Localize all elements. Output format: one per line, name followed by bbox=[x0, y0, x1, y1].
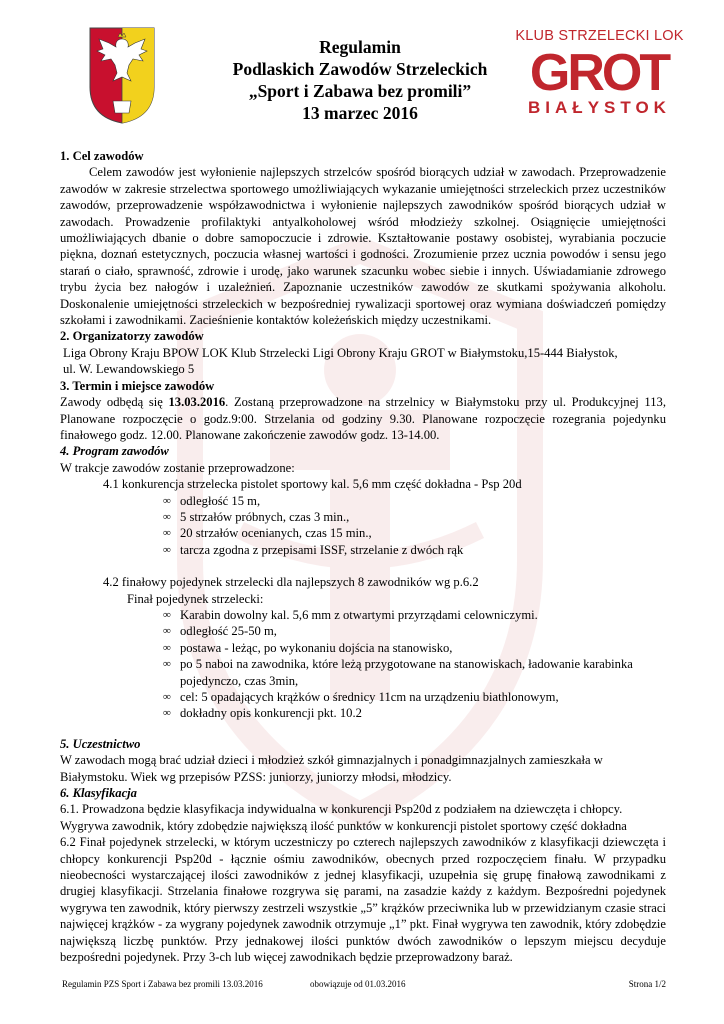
section-text: W trakcje zawodów zostanie przeprowadzone: bbox=[60, 460, 295, 475]
footer-doc-name: Regulamin PZS Sport i Zabawa bez promili 13.03.2016 bbox=[62, 979, 263, 989]
event-date: 13.03.2016 bbox=[168, 395, 226, 410]
bialystok-coat-of-arms-icon bbox=[87, 25, 157, 125]
document-body bbox=[60, 148, 666, 966]
section-text: W zawodach mogą brać udział dzieci i młodzież szkół gimnazjalnych i ponadgimnazjalnych zamieszkała w Białymstoku. Wiek wg przepisów PZSS: juniorzy, juniorzy młodsi, młodzicy. bbox=[60, 753, 603, 784]
footer-valid-from: obowiązuje od 01.03.2016 bbox=[310, 979, 406, 989]
list-item: ∞ tarcza zgodna z przepisami ISSF, strzelanie z dwóch rąk bbox=[163, 542, 666, 558]
logo-grot-text: GROT bbox=[529, 46, 669, 96]
section-text: ul. W. Lewandowskiego 5 bbox=[63, 362, 195, 377]
section-heading: 2. Organizatorzy zawodów bbox=[60, 329, 204, 344]
text-part: . Zostaną przeprowadzone na strzelnicy w Białymstoku przy ul. Produkcyjnej 113, Planowane rozpoczęcie o godz.9:00. Strzelania od godziny 9.30. Planowane rozpoczęcie rozegrania pojedynku finałowego godz. 12.00. Planowane zakończenie zawodów godz. 13-14.00. bbox=[60, 395, 666, 442]
logo-grot-wordmark bbox=[518, 46, 680, 96]
list-item: ∞ 20 strzałów ocenianych, czas 15 min., bbox=[163, 525, 666, 541]
spacer bbox=[60, 722, 666, 736]
title-line: Podlaskich Zawodów Strzeleckich bbox=[232, 59, 488, 79]
logo-city: BIAŁYSTOK bbox=[528, 98, 671, 117]
section-text bbox=[60, 394, 666, 443]
text-part: Zawody odbędą się bbox=[60, 395, 169, 410]
bullet-list bbox=[60, 493, 666, 559]
section-heading: 3. Termin i miejsce zawodów bbox=[60, 378, 215, 393]
list-item: ∞ 5 strzałów próbnych, czas 3 min., bbox=[163, 509, 666, 525]
section-heading: 6. Klasyfikacja bbox=[60, 786, 137, 801]
subsection-heading: 4.1 konkurencja strzelecka pistolet sportowy kal. 5,6 mm część dokładna - Psp 20d bbox=[103, 477, 522, 492]
subsection-text: Finał pojedynek strzelecki: bbox=[127, 591, 264, 606]
bullet-list bbox=[60, 607, 666, 722]
section-text: 6.1. Prowadzona będzie klasyfikacja indywidualna w konkurencji Psp20d z podziałem na dziewczęta i chłopcy. Wygrywa zawodnik, który zdobędzie największą ilość punktów w konkurencji pistolet sportowy część dokładna bbox=[60, 802, 627, 833]
title-line: Regulamin bbox=[319, 37, 401, 57]
list-item: ∞ postawa - leżąc, po wykonaniu dojścia na stanowisko, bbox=[163, 640, 666, 656]
list-item: ∞ odległość 25-50 m, bbox=[163, 623, 666, 639]
list-item: ∞ po 5 naboi na zawodnika, które leżą przygotowane na stanowiskach, ładowanie karabinka pojedynczo, czas 3min, bbox=[163, 656, 666, 689]
logo-club-name: KLUB STRZELECKI LOK bbox=[515, 28, 684, 44]
footer-page-number: Strona 1/2 bbox=[628, 979, 666, 989]
section-heading: 4. Program zawodów bbox=[60, 444, 169, 459]
section-text: Celem zawodów jest wyłonienie najlepszych strzelców spośród biorących udział w zawodach. Przeprowadzenie zawodów w zakresie strzelectwa sportowego umożliwiających wykazanie umiejętności strzeleckich przez uczestników zawodów, przeprowadzenie współzawodnictwa i wyłonienie najlepszych zawodników spośród biorących udział w zawodach. Prowadzenie profilaktyki antyalkoholowej wśród młodzieży szkolnej. Osiągnięcie umiejętności umożliwiających dbanie o dobre samopoczucie i zdrowie. Kształtowanie postawy osobistej, wyrabiania poczucie piękna, doznań estetycznych, poczucia własnej wartości i godności. Zrozumienie przez ucznia powodów i sensu jego starań o ciało, sprawność, zdrowie i urodę, jako warunek szacunku wobec siebie i innych. Uświadamianie zdrowego trybu życia bez nałogów i uzależnień. Zapoznanie uczestników zawodów ze skutkami spożywania alkoholu. Doskonalenie umiejętności strzeleckich w bezpośredniej rywalizacji sportowej oraz wymiana doświadczeń pomiędzy szkołami i zawodnikami. Zacieśnienie kontaktów koleżeńskich między uczestnikami. bbox=[60, 165, 666, 328]
list-item: ∞ Karabin dowolny kal. 5,6 mm z otwartymi przyrządami celowniczymi. bbox=[163, 607, 666, 623]
section-heading: 1. Cel zawodów bbox=[60, 149, 144, 163]
spacer bbox=[60, 558, 666, 574]
title-line: „Sport i Zabawa bez promili” bbox=[248, 81, 472, 101]
title-line: 13 marzec 2016 bbox=[302, 103, 418, 123]
subsection-heading: 4.2 finałowy pojedynek strzelecki dla najlepszych 8 zawodników wg p.6.2 bbox=[103, 575, 479, 590]
section-text: 6.2 Finał pojedynek strzelecki, w którym uczestniczy po czterech najlepszych zawodników z klasyfikacji dziewczęta i chłopcy konkurencji Psp20d - łącznie ośmiu zawodników, obecnych przed rozpoczęciem finału. W przypadku nieobecności wystarczającej ilości zawodników z jednej klasyfikacji, uzupełnia się grupę finałową zawodnikami z drugiej klasyfikacji. Strzelania finałowe rozgrywa się parami, na zasadzie każdy z każdym. Bezpośredni pojedynek wygrywa ten zawodnik, który pierwszy zestrzeli wszystkie „5” krążków przeciwnika lub w przewidzianym czasie straci najwięcej krążków - za wygrany pojedynek zawodnik otrzymuje „1” pkt. Finał wygrywa ten zawodnik, który zdobędzie największą liczbę punktów. Przy jednakowej ilości punktów dwóch zawodników o lepszym miejscu decyduje bezpośredni pojedynek. Przy 3-ch lub więcej zawodnikach będzie przeprowadzony baraż. bbox=[60, 835, 666, 965]
document-title bbox=[200, 36, 520, 124]
section-text: Liga Obrony Kraju BPOW LOK Klub Strzelecki Ligi Obrony Kraju GROT w Białymstoku,15-444 Białystok, bbox=[63, 345, 618, 360]
section-heading: 5. Uczestnictwo bbox=[60, 736, 141, 751]
list-item: ∞ dokładny opis konkurencji pkt. 10.2 bbox=[163, 705, 666, 721]
grot-club-logo bbox=[512, 28, 687, 128]
list-item: ∞ cel: 5 opadających krążków o średnicy 11cm na urządzeniu biathlonowym, bbox=[163, 689, 666, 705]
list-item: ∞ odległość 15 m, bbox=[163, 493, 666, 509]
